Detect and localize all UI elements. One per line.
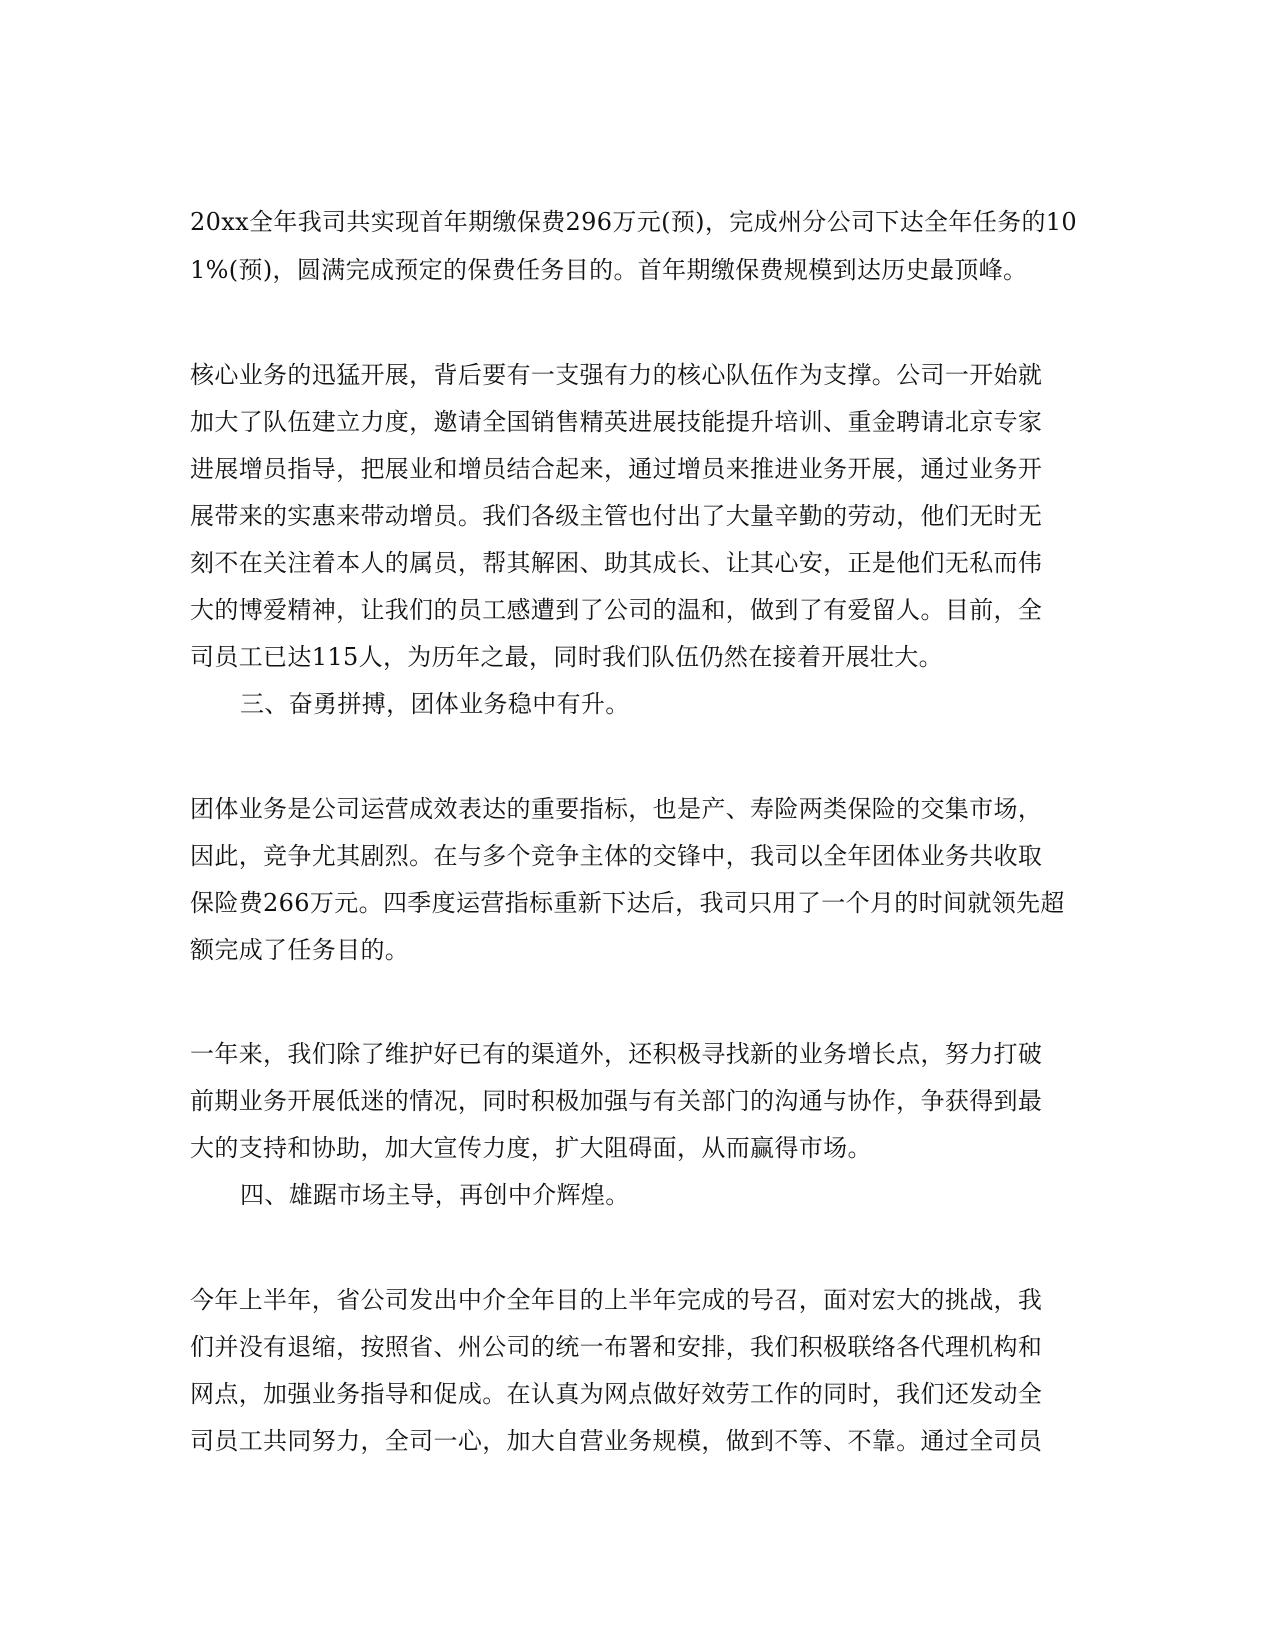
paragraph-4-line-4: 额完成了任务目的。 [190,936,410,964]
paragraph-4-line-3: 保险费266万元。四季度运营指标重新下达后，我司只用了一个月的时间就领先超 [190,889,1065,917]
paragraph-2-line-7: 司员工已达115人，为历年之最，同时我们队伍仍然在接着开展壮大。 [190,643,944,671]
paragraph-2-line-5: 刻不在关注着本人的属员，帮其解困、助其成长、让其心安，正是他们无私而伟 [190,549,1043,577]
paragraph-1-line-2: 1%(预)，圆满完成预定的保费任务目的。首年期缴保费规模到达历史最顶峰。 [190,256,1028,284]
section-heading-4: 四、雄踞市场主导，再创中介辉煌。 [240,1181,630,1209]
paragraph-2-line-3: 进展增员指导，把展业和增员结合起来，通过增员来推进业务开展，通过业务开 [190,455,1043,483]
paragraph-5-line-1: 一年来，我们除了维护好已有的渠道外，还积极寻找新的业务增长点，努力打破 [190,1040,1043,1068]
paragraph-2-line-6: 大的博爱精神，让我们的员工感遭到了公司的温和，做到了有爱留人。目前，全 [190,596,1043,624]
paragraph-7-line-1: 今年上半年，省公司发出中介全年目的上半年完成的号召，面对宏大的挑战，我 [190,1286,1043,1314]
paragraph-2-line-1: 核心业务的迅猛开展，背后要有一支强有力的核心队伍作为支撑。公司一开始就 [190,361,1043,389]
paragraph-2-line-2: 加大了队伍建立力度，邀请全国销售精英进展技能提升培训、重金聘请北京专家 [190,408,1043,436]
paragraph-5-line-3: 大的支持和协助，加大宣传力度，扩大阻碍面，从而赢得市场。 [190,1134,872,1162]
section-heading-3: 三、奋勇拼搏，团体业务稳中有升。 [240,690,630,718]
paragraph-5-line-2: 前期业务开展低迷的情况，同时积极加强与有关部门的沟通与协作，争获得到最 [190,1087,1043,1115]
paragraph-1-line-1: 20xx全年我司共实现首年期缴保费296万元(预)，完成州分公司下达全年任务的10 [190,208,1078,236]
paragraph-2-line-4: 展带来的实惠来带动增员。我们各级主管也付出了大量辛勤的劳动，他们无时无 [190,502,1043,530]
paragraph-7-line-4: 司员工共同努力，全司一心，加大自营业务规模，做到不等、不靠。通过全司员 [190,1427,1043,1455]
paragraph-7-line-2: 们并没有退缩，按照省、州公司的统一布署和安排，我们积极联络各代理机构和 [190,1333,1043,1361]
paragraph-4-line-2: 因此，竞争尤其剧烈。在与多个竞争主体的交锋中，我司以全年团体业务共收取 [190,842,1043,870]
paragraph-7-line-3: 网点，加强业务指导和促成。在认真为网点做好效劳工作的同时，我们还发动全 [190,1380,1043,1408]
paragraph-4-line-1: 团体业务是公司运营成效表达的重要指标，也是产、寿险两类保险的交集市场， [190,795,1043,823]
